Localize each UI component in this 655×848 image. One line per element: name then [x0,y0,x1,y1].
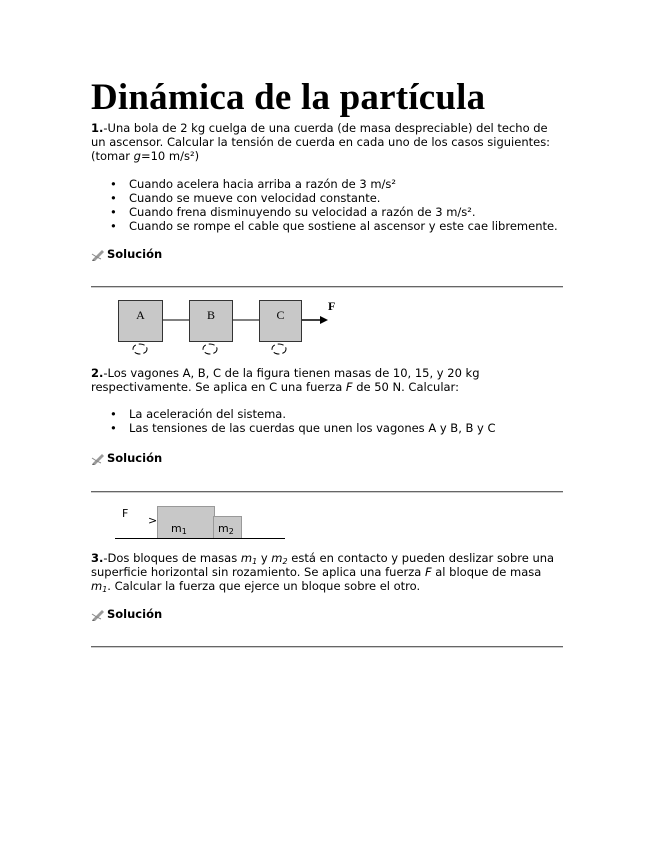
force-label: F [122,507,129,520]
divider [91,491,563,493]
list-item: • Cuando se rompe el cable que sostiene al ascensor y este cae libremente. [110,219,558,233]
wagon-a: A [118,300,163,342]
problem-number: 2. [91,366,104,380]
solution-link-2[interactable]: Solución [91,451,162,465]
problem-2-list [91,407,496,435]
force-label: F [328,299,336,313]
wagon-c: C [259,300,302,342]
blocks-figure [115,503,290,543]
pencil-icon [91,248,106,261]
pencil-icon [91,452,106,465]
ground-line [115,538,285,539]
wagon-b: B [189,300,233,342]
list-item: • Cuando frena disminuyendo su velocidad a razón de 3 m/s². [110,205,476,219]
wagons-figure [118,298,358,358]
problem-1-list [91,177,558,233]
block-m2: $m_2$ [213,516,242,539]
list-item: • Las tensiones de las cuerdas que unen los vagones A y B, B y C [110,421,496,435]
problem-2-statement: 2.-Los vagones A, B, C de la figura tienen masas de 10, 15, y 20 kg respectivamente. Se aplica en C una fuerza F de 50 N. Calcular: [91,366,480,394]
divider [91,286,563,288]
arrow-icon: > [148,514,158,527]
problem-number: 3. [91,551,104,565]
list-item: • Cuando acelera hacia arriba a razón de 3 m/s² [110,177,397,191]
problem-3-statement: 3.-Dos bloques de masas $m_1$ y $m_2$ está en contacto y pueden deslizar sobre una superficie horizontal sin rozamiento. Se aplica una fuerza F al bloque de masa $m_1$. Calcular la fuerza que ejerce un bloque sobre el otro. [91,551,555,594]
pencil-icon [91,608,106,621]
list-item: • Cuando se mueve con velocidad constante. [110,191,381,205]
problem-1-statement: 1.-Una bola de 2 kg cuelga de una cuerda (de masa despreciable) del techo de un ascensor. Calcular la tensión de cuerda en cada uno de los casos siguientes: (tomar g=10 m/s²) [91,121,551,163]
solution-link-3[interactable]: Solución [91,607,162,621]
divider [91,646,563,648]
problem-number: 1. [91,121,104,135]
page-title: Dinámica de la partícula [91,77,486,118]
solution-link-1[interactable]: Solución [91,247,162,261]
list-item: • La aceleración del sistema. [110,407,286,421]
block-m1: $m_1$ [157,506,215,539]
